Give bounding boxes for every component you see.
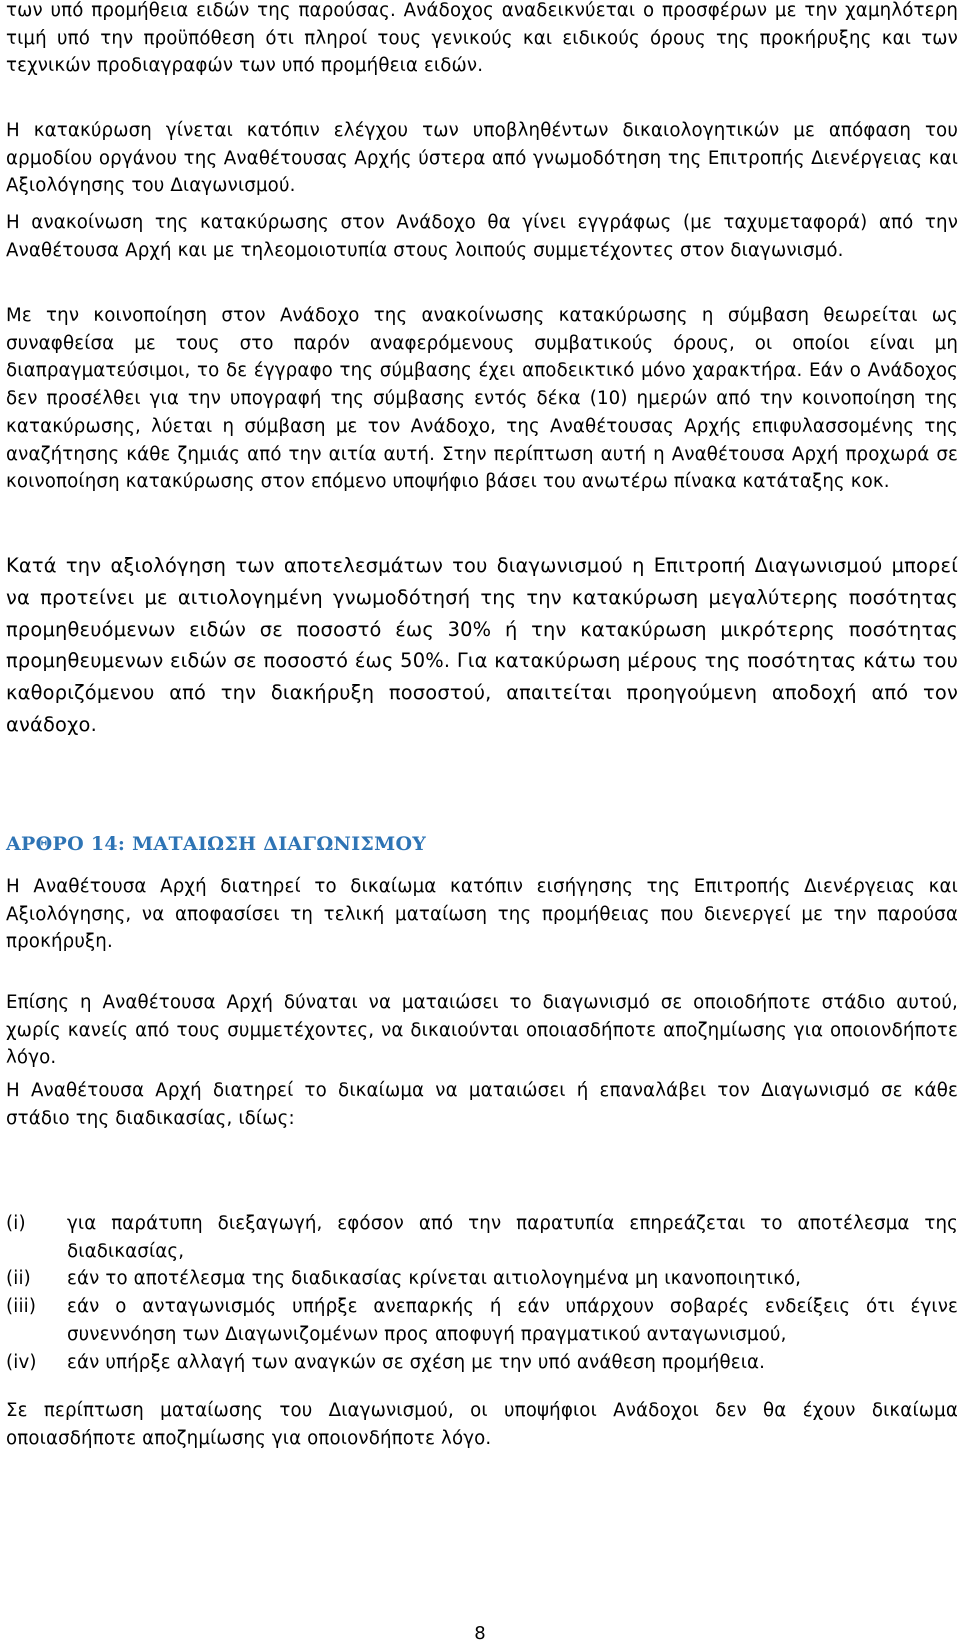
page-number: 8 xyxy=(474,1623,486,1644)
paragraph-contract-formation: Με την κοινοποίηση στον Ανάδοχο της ανακοίνωσης κατακύρωσης η σύμβαση θεωρείται ως συναφθείσα με τους στο παρόν αναφερόμενους συμβατικούς όρους, οι οποίοι είναι μη διαπραγματεύσιμοι, το δε έγγραφο της σύμβασης έχει αποδεικτικό μόνο χαρακτήρα. Εάν ο Ανάδοχος δεν προσέλθει για την υπογραφή της σύμβασης εντός δέκα (10) ημερών από την κοινοποίηση της κατακύρωσης, λύεται η σύμβαση με τον Ανάδοχο, της Αναθέτουσας Αρχής επιφυλασσομένης της αναζήτησης κάθε ζημιάς από την αιτία αυτή. Στην περίπτωση αυτή η Αναθέτουσα Αρχή προχωρά σε κοινοποίηση κατακύρωσης στον επόμενο υποψήφιο βάσει του ανωτέρω πίνακα κατάταξης κοκ. xyxy=(6,305,958,493)
paragraph-award-decision: Η κατακύρωση γίνεται κατόπιν ελέγχου των υποβληθέντων δικαιολογητικών με απόφαση του αρμοδίου οργάνου της Αναθέτουσας Αρχής ύστερα από γνωμοδότηση της Επιτροπής Διενέργειας και Αξιολόγησης του Διαγωνισμού. xyxy=(6,120,958,197)
list-item-text: για παράτυπη διεξαγωγή, εφόσον από την παρατυπία επηρεάζεται το αποτέλεσμα της διαδικασίας, xyxy=(67,1213,958,1262)
article-paragraph-cancellation-any-stage: Επίσης η Αναθέτουσα Αρχή δύναται να ματαιώσει το διαγωνισμό σε οποιοδήποτε στάδιο αυτού, χωρίς κανείς από τους συμμετέχοντες, να δικαιούνται οποιασδήποτε αποζημίωσης για οποιονδήποτε λόγο. xyxy=(6,992,958,1069)
list-item xyxy=(6,1293,958,1348)
list-item xyxy=(6,1265,958,1293)
article-paragraph-cancellation-reasons-intro: Η Αναθέτουσα Αρχή διατηρεί το δικαίωμα να ματαιώσει ή επαναλάβει τον Διαγωνισμό σε κάθε στάδιο της διαδικασίας, ιδίως: xyxy=(6,1080,958,1129)
list-marker: (iv) xyxy=(6,1351,37,1373)
paragraph-award-notification: Η ανακοίνωση της κατακύρωσης στον Ανάδοχο θα γίνει εγγράφως (με ταχυμεταφορά) από την Αναθέτουσα Αρχή και με τηλεομοιοτυπία στους λοιπούς συμμετέχοντες στον διαγωνισμό. xyxy=(6,212,958,261)
cancellation-reasons-list xyxy=(6,1210,958,1376)
list-marker: (i) xyxy=(6,1213,26,1234)
article-heading: ΑΡΘΡΟ 14: ΜΑΤΑΙΩΣΗ ΔΙΑΓΩΝΙΣΜΟΥ xyxy=(6,833,427,855)
list-item-text: εάν υπήρξε αλλαγή των αναγκών σε σχέση με την υπό ανάθεση προμήθεια. xyxy=(67,1351,766,1373)
list-item xyxy=(6,1349,958,1377)
article-closing-paragraph: Σε περίπτωση ματαίωσης του Διαγωνισμού, οι υποψήφιοι Ανάδοχοι δεν θα έχουν δικαίωμα οποιασδήποτε αποζημίωσης για οποιονδήποτε λόγο. xyxy=(6,1400,958,1449)
paragraph-quantity-adjustment: Κατά την αξιολόγηση των αποτελεσμάτων του διαγωνισμού η Επιτροπή Διαγωνισμού μπορεί να προτείνει με αιτιολογημένη γνωμοδότησή της την κατακύρωση μεγαλύτερης ποσότητας προμηθευόμενων ειδών σε ποσοστό έως 30% ή την κατακύρωση μικρότερης ποσότητας προμηθευμενων ειδών σε ποσοστό έως 50%. Για κατακύρωση μέρους της ποσότητας κάτω του καθοριζόμενου από την διακήρυξη ποσοστού, απαιτείται προηγούμενη αποδοχή από τον ανάδοχο. xyxy=(6,554,958,736)
paragraph-award-criteria: των υπό προμήθεια ειδών της παρούσας. Ανάδοχος αναδεικνύεται ο προσφέρων με την χαμηλότερη τιμή υπό την προϋπόθεση ότι πληροί τους γενικούς και ειδικούς όρους της προκήρυξης και των τεχνικών προδιαγραφών των υπό προμήθεια ειδών. xyxy=(6,0,958,77)
list-item-text: εάν ο ανταγωνισμός υπήρξε ανεπαρκής ή εάν υπάρχουν σοβαρές ενδείξεις ότι έγινε συνεννόηση των Διαγωνιζομένων προς αποφυγή πραγματικού ανταγωνισμού, xyxy=(67,1296,958,1345)
article-paragraph-cancellation-right: Η Αναθέτουσα Αρχή διατηρεί το δικαίωμα κατόπιν εισήγησης της Επιτροπής Διενέργειας και Αξιολόγησης, να αποφασίσει τη τελική ματαίωση της προμήθειας που διενεργεί με την παρούσα προκήρυξη. xyxy=(6,876,958,953)
list-marker: (ii) xyxy=(6,1268,31,1290)
list-item xyxy=(6,1210,958,1265)
list-marker: (iii) xyxy=(6,1296,37,1318)
list-item-text: εάν το αποτέλεσμα της διαδικασίας κρίνεται αιτιολογημένα μη ικανοποιητικό, xyxy=(67,1268,802,1290)
